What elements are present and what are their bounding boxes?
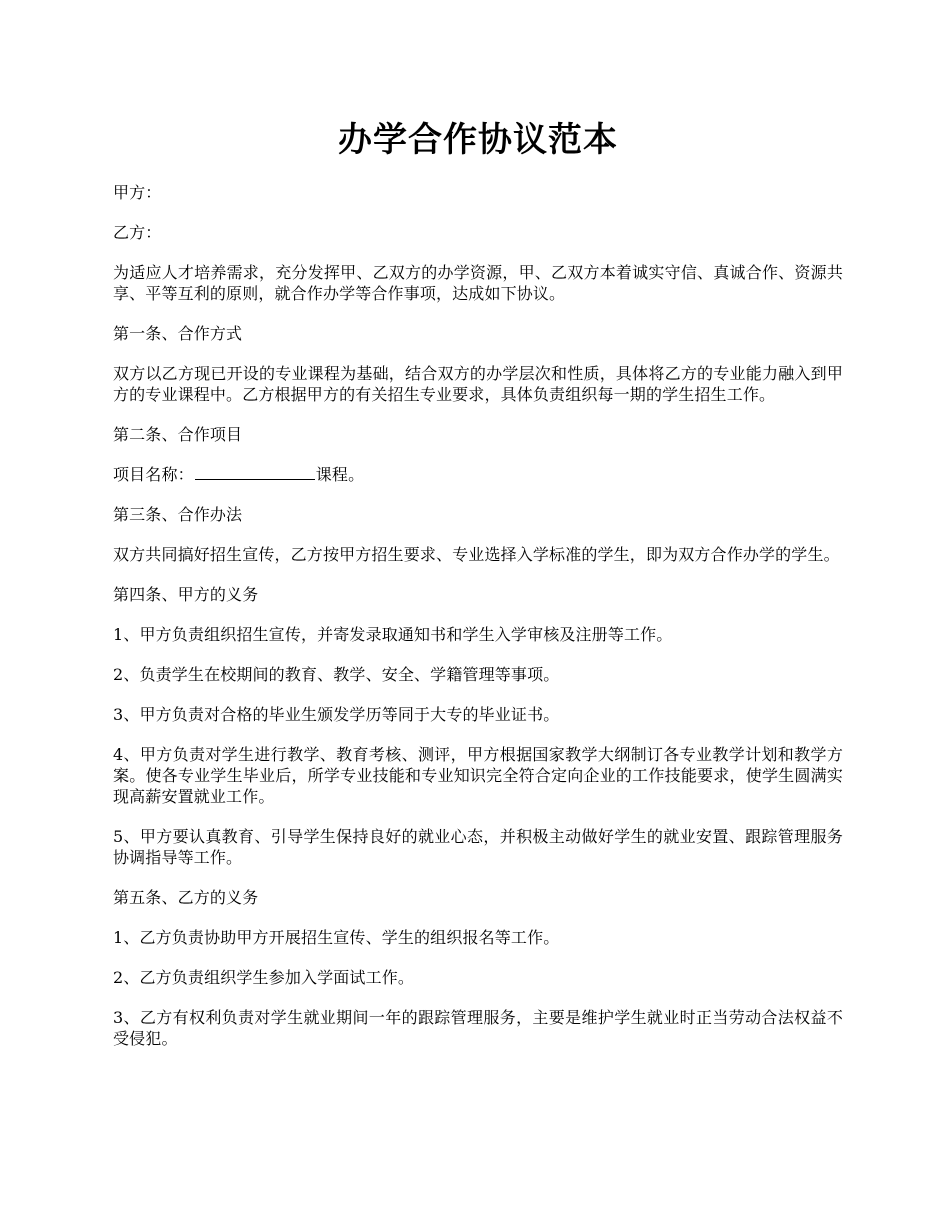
article-4-heading: 第四条、甲方的义务: [113, 585, 259, 604]
article-5-heading: 第五条、乙方的义务: [113, 888, 259, 907]
article-1-heading: 第一条、合作方式: [113, 324, 243, 343]
project-name-line: [113, 464, 843, 485]
article-5-item: 3、乙方有权利负责对学生就业期间一年的跟踪管理服务，主要是维护学生就业时正当劳动合法权益不受侵犯。: [113, 1008, 843, 1048]
project-name-label: 项目名称：: [113, 465, 194, 484]
article-5-item: 1、乙方负责协助甲方开展招生宣传、学生的组织报名等工作。: [113, 928, 560, 947]
article-3-text: 双方共同搞好招生宣传，乙方按甲方招生要求、专业选择入学标准的学生，即为双方合作办学的学生。: [113, 545, 840, 564]
intro-paragraph: 为适应人才培养需求，充分发挥甲、乙双方的办学资源，甲、乙双方本着诚实守信、真诚合作、资源共享、平等互利的原则，就合作办学等合作事项，达成如下协议。: [113, 263, 843, 303]
article-4-item: 1、甲方负责组织招生宣传，并寄发录取通知书和学生入学审核及注册等工作。: [113, 625, 673, 644]
article-4-item: 3、甲方负责对合格的毕业生颁发学历等同于大专的毕业证书。: [113, 705, 560, 724]
article-4-item: 4、甲方负责对学生进行教学、教育考核、测评，甲方根据国家教学大纲制订各专业教学计划和教学方案。使各专业学生毕业后，所学专业技能和专业知识完全符合定向企业的工作技能要求，使学生圆满实现高薪安置就业工作。: [113, 745, 843, 806]
article-1-text: 双方以乙方现已开设的专业课程为基础，结合双方的办学层次和性质，具体将乙方的专业能力融入到甲方的专业课程中。乙方根据甲方的有关招生专业要求，具体负责组织每一期的学生招生工作。: [113, 364, 843, 404]
party-a-line: 甲方：: [113, 183, 162, 202]
article-4-item: 2、负责学生在校期间的教育、教学、安全、学籍管理等事项。: [113, 665, 560, 684]
party-b-line: 乙方：: [113, 223, 162, 242]
article-3-heading: 第三条、合作办法: [113, 505, 243, 524]
project-name-blank: [195, 465, 315, 480]
article-4-item: 5、甲方要认真教育、引导学生保持良好的就业心态，并积极主动做好学生的就业安置、跟踪管理服务协调指导等工作。: [113, 827, 843, 867]
document-title: 办学合作协议范本: [338, 120, 618, 160]
article-5-item: 2、乙方负责组织学生参加入学面试工作。: [113, 968, 415, 987]
project-name-suffix: 课程。: [315, 465, 365, 484]
document-body: [113, 182, 843, 1049]
article-2-heading: 第二条、合作项目: [113, 425, 243, 444]
document-page: [113, 0, 843, 1068]
